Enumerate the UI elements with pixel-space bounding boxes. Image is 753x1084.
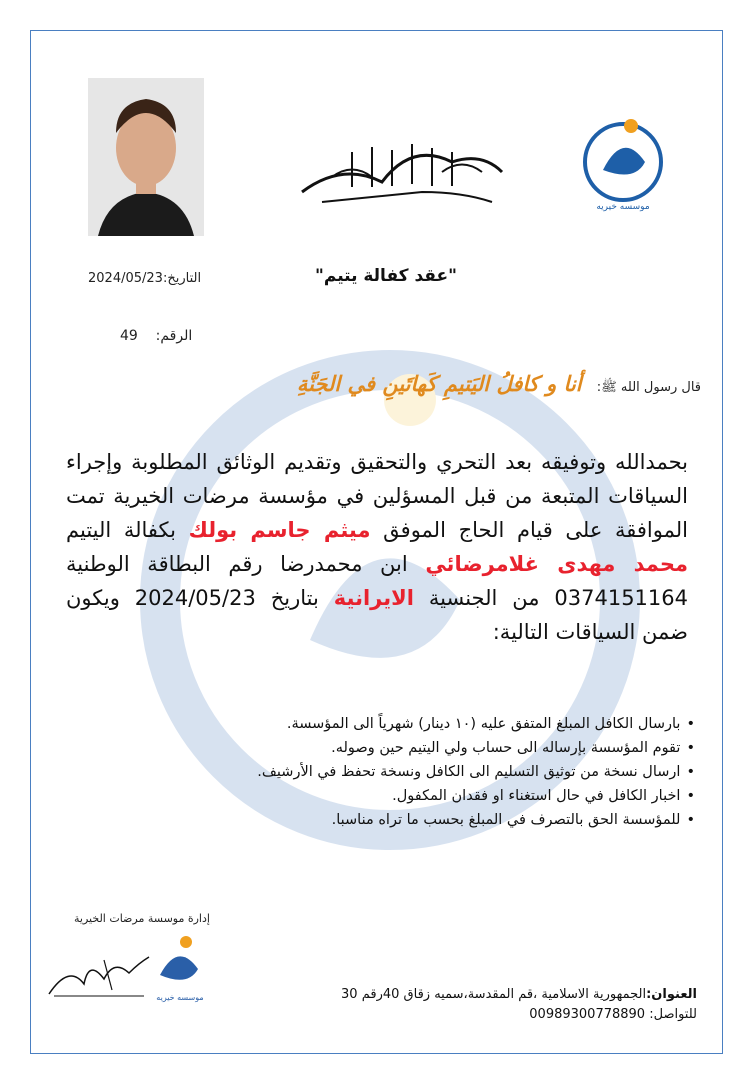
child-photo: [88, 78, 204, 236]
stamp-caption: موسسه خيريه: [156, 993, 204, 1002]
number-field: [120, 328, 192, 344]
body-part-2: بكفالة اليتيم: [66, 518, 176, 542]
body-part-1: بحمدالله وتوفيقه بعد التحري والتحقيق وتقديم الوثائق المطلوبة وإجراء السياقات المتبعة من قبل المسؤلين في مؤسسة مرضات الخيرية تمت الموافقة على قيام الحاج الموفق: [66, 450, 688, 542]
term-item: • اخبار الكافل في حال استغناء او فقدان المكفول.: [75, 784, 695, 808]
signature: [44, 952, 154, 1002]
address-block: [257, 985, 697, 1025]
term-item: • تقوم المؤسسة بإرساله الى حساب ولي اليتيم حين وصوله.: [75, 736, 695, 760]
address-line: [257, 985, 697, 1005]
hadith-line: [61, 372, 701, 398]
contract-body: [66, 445, 688, 649]
contract-title: "عقد كفالة يتيم": [315, 266, 458, 286]
organization-logo: [573, 110, 673, 214]
term-item: • للمؤسسة الحق بالتصرف في المبلغ بحسب ما تراه مناسبا.: [75, 808, 695, 832]
term-item: • بارسال الكافل المبلغ المتفق عليه (١٠ دينار) شهرياً الى المؤسسة.: [75, 712, 695, 736]
hadith-intro: قال رسول الله ﷺ:: [596, 380, 701, 395]
body-part-3: ابن محمدرضا رقم البطاقة الوطنية 0374151164 من الجنسية: [66, 552, 688, 610]
terms-list: [75, 712, 695, 832]
orphan-name: محمد مهدى غلامرضائي: [425, 552, 688, 576]
term-item: • ارسال نسخة من توثيق التسليم الى الكافل ونسخة تحفظ في الأرشيف.: [75, 760, 695, 784]
number-value: 49: [120, 328, 138, 344]
body-part-4: بتاريخ 2024/05/23 ويكون ضمن السياقات التالية:: [66, 586, 688, 644]
contact-value: 00989300778890: [529, 1007, 646, 1022]
admin-label: إدارة موسسة مرضات الخيرية: [74, 912, 210, 925]
number-label: الرقم:: [155, 328, 193, 344]
sponsor-name: ميثم جاسم بولك: [188, 518, 371, 542]
logo-caption: موسسه خيريه: [596, 202, 650, 212]
date-field: [88, 271, 201, 286]
basmala-calligraphy: [292, 132, 512, 212]
address-value: الجمهورية الاسلامية ،قم المقدسة،سميه زقاق 40رقم 30: [341, 987, 647, 1002]
nationality: الايرانية: [333, 586, 414, 610]
date-label: التاريخ:: [162, 271, 202, 286]
date-value: 2024/05/23: [88, 271, 163, 286]
contact-label: للتواصل:: [649, 1007, 697, 1022]
hadith-text: أنا و كافلُ اليَتيمِ كَهاتَينِ في الجَنَّةِ: [296, 372, 582, 396]
address-label: العنوان:: [646, 987, 697, 1002]
contact-line: [257, 1005, 697, 1025]
